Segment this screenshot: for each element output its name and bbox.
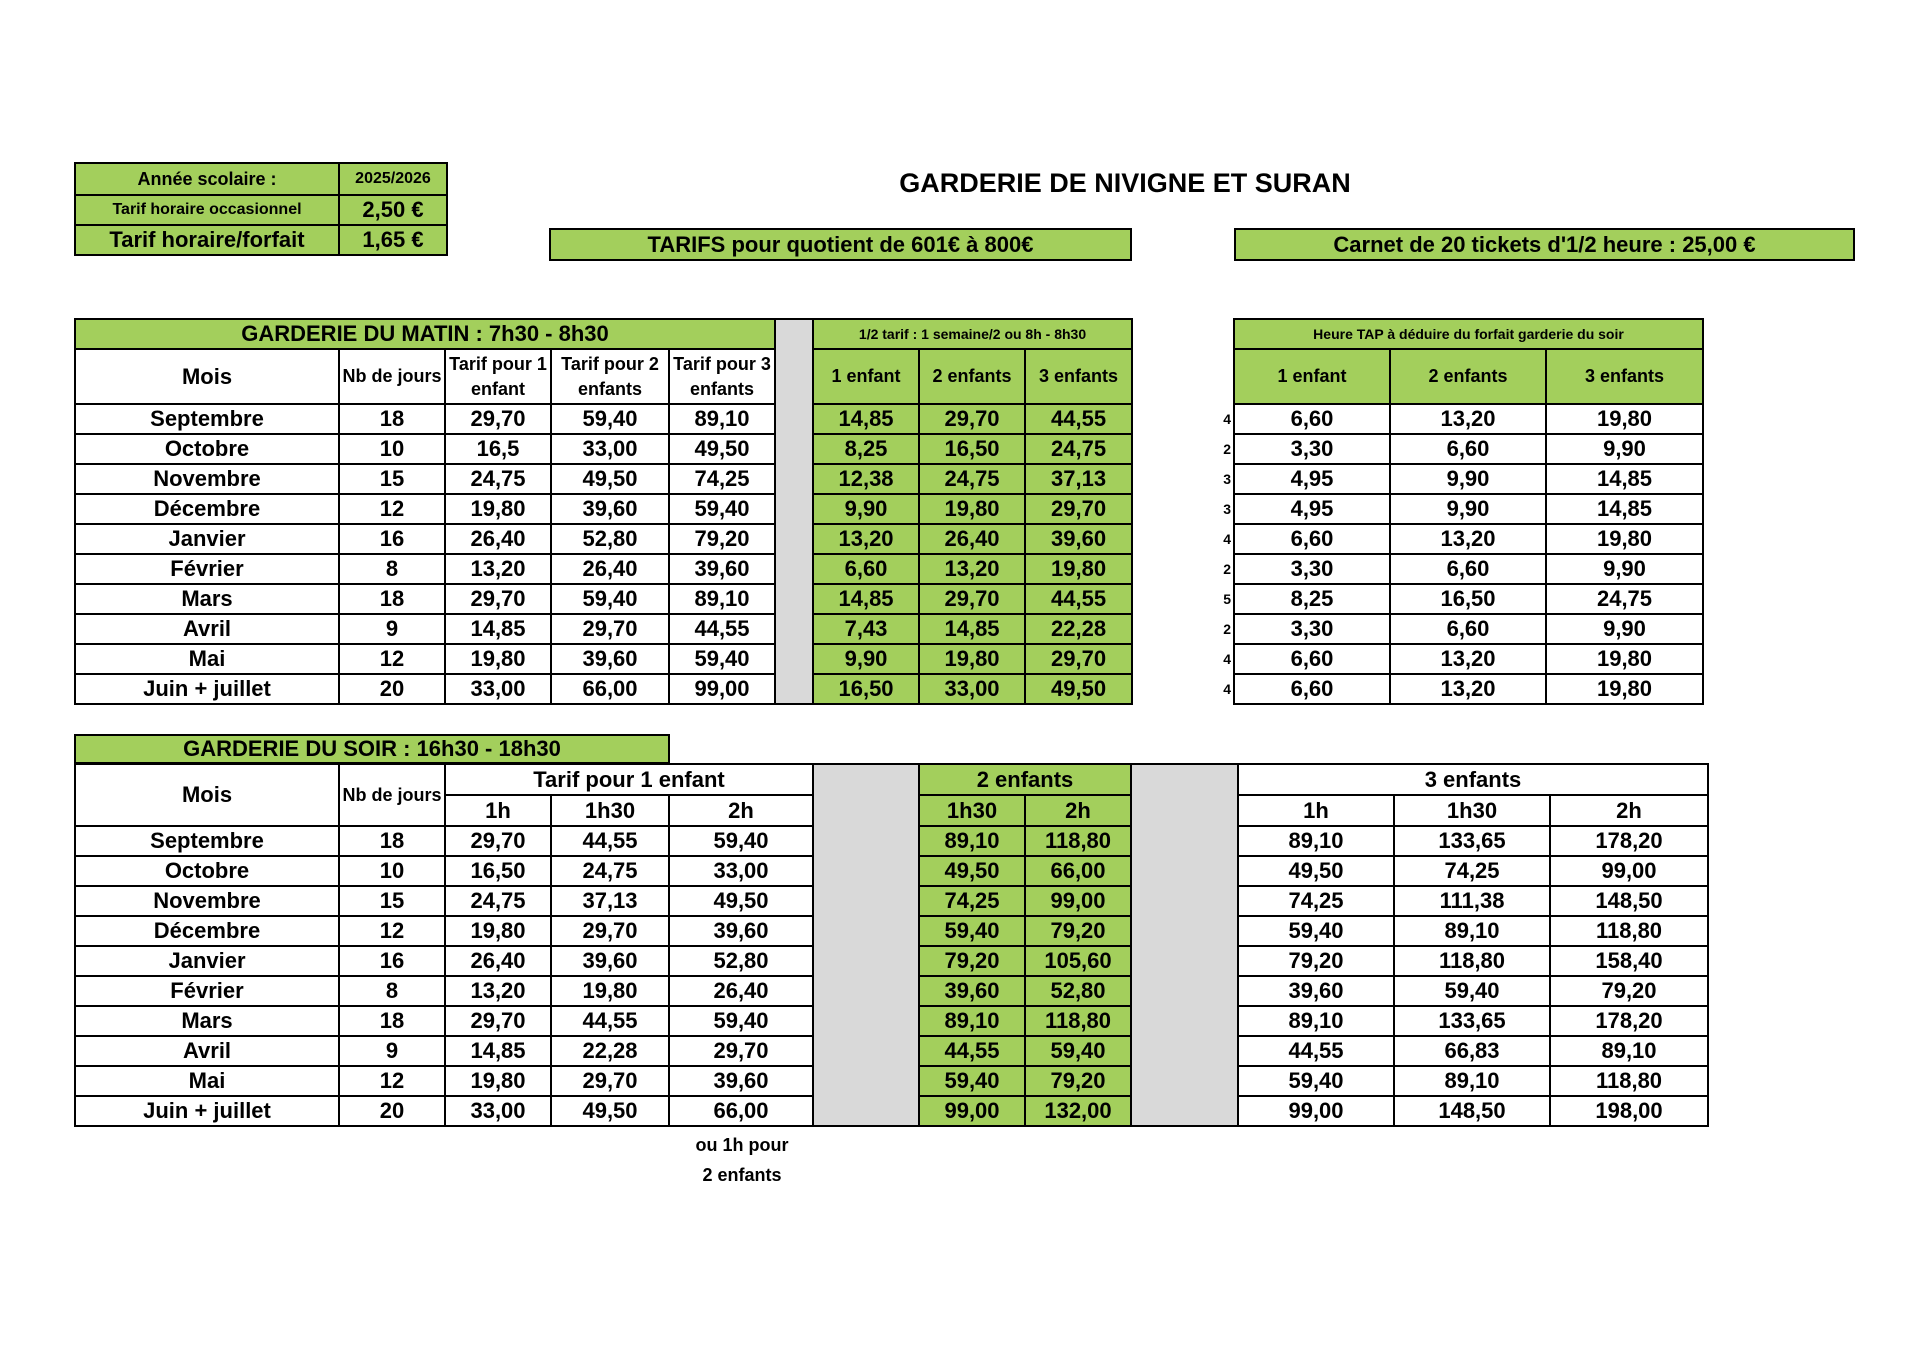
tap-2: 13,20 bbox=[1390, 644, 1546, 674]
matin-tarif-1: 24,75 bbox=[445, 464, 551, 494]
matin-month: Février bbox=[75, 554, 339, 584]
matin-half-1: 8,25 bbox=[813, 434, 919, 464]
matin-row bbox=[75, 464, 1132, 494]
soir-two-1h30: 59,40 bbox=[919, 916, 1025, 946]
tap-3: 19,80 bbox=[1546, 674, 1703, 704]
tap-2: 9,90 bbox=[1390, 494, 1546, 524]
soir-three-1h: 44,55 bbox=[1238, 1036, 1394, 1066]
matin-month: Janvier bbox=[75, 524, 339, 554]
soir-days: 16 bbox=[339, 946, 445, 976]
soir-one-1h30: 29,70 bbox=[551, 1066, 669, 1096]
matin-tarif-2: 26,40 bbox=[551, 554, 669, 584]
matin-row bbox=[75, 584, 1132, 614]
year-value: 2025/2026 bbox=[339, 163, 447, 195]
tap-row bbox=[1218, 614, 1703, 644]
matin-days: 9 bbox=[339, 614, 445, 644]
soir-two-1h30: 79,20 bbox=[919, 946, 1025, 976]
soir-one-1h30: 24,75 bbox=[551, 856, 669, 886]
soir-two-1h30: 89,10 bbox=[919, 1006, 1025, 1036]
matin-half-1: 14,85 bbox=[813, 404, 919, 434]
tap-col-3: 3 enfants bbox=[1546, 349, 1703, 404]
matin-month: Décembre bbox=[75, 494, 339, 524]
matin-col-t3: Tarif pour 3 enfants bbox=[669, 349, 775, 404]
matin-half-col-1: 1 enfant bbox=[813, 349, 919, 404]
tap-row bbox=[1218, 494, 1703, 524]
tap-hours: 2 bbox=[1223, 441, 1231, 457]
soir-three-1h30: 59,40 bbox=[1394, 976, 1550, 1006]
soir-three-2h: 99,00 bbox=[1550, 856, 1708, 886]
matin-half-2: 14,85 bbox=[919, 614, 1025, 644]
soir-month: Décembre bbox=[75, 916, 339, 946]
matin-half-3: 24,75 bbox=[1025, 434, 1132, 464]
matin-row bbox=[75, 434, 1132, 464]
matin-month: Octobre bbox=[75, 434, 339, 464]
tap-1: 6,60 bbox=[1234, 404, 1390, 434]
matin-half-3: 49,50 bbox=[1025, 674, 1132, 704]
soir-days: 18 bbox=[339, 1006, 445, 1036]
soir-three-1h30: 133,65 bbox=[1394, 1006, 1550, 1036]
soir-three-1h: 59,40 bbox=[1238, 1066, 1394, 1096]
tap-row bbox=[1218, 584, 1703, 614]
soir-three-1h30: 66,83 bbox=[1394, 1036, 1550, 1066]
tap-3: 14,85 bbox=[1546, 494, 1703, 524]
matin-tarif-3: 89,10 bbox=[669, 404, 775, 434]
soir-three-2h: 118,80 bbox=[1550, 916, 1708, 946]
matin-tarif-1: 26,40 bbox=[445, 524, 551, 554]
soir-one-2h: 52,80 bbox=[669, 946, 813, 976]
tap-col-2: 2 enfants bbox=[1390, 349, 1546, 404]
soir-three-1h30: 111,38 bbox=[1394, 886, 1550, 916]
soir-two-1h30: 44,55 bbox=[919, 1036, 1025, 1066]
soir-one-1h: 29,70 bbox=[445, 1006, 551, 1036]
soir-c-1h30: 1h30 bbox=[1394, 795, 1550, 826]
matin-half-2: 26,40 bbox=[919, 524, 1025, 554]
soir-month: Juin + juillet bbox=[75, 1096, 339, 1126]
matin-row bbox=[75, 494, 1132, 524]
matin-tarif-2: 66,00 bbox=[551, 674, 669, 704]
soir-three-1h: 89,10 bbox=[1238, 1006, 1394, 1036]
soir-three-2h: 178,20 bbox=[1550, 1006, 1708, 1036]
soir-one-1h: 19,80 bbox=[445, 916, 551, 946]
matin-tarif-3: 59,40 bbox=[669, 494, 775, 524]
soir-three-1h30: 133,65 bbox=[1394, 826, 1550, 856]
soir-two-1h30: 89,10 bbox=[919, 826, 1025, 856]
tap-2: 6,60 bbox=[1390, 554, 1546, 584]
matin-half-3: 39,60 bbox=[1025, 524, 1132, 554]
matin-half-1: 12,38 bbox=[813, 464, 919, 494]
soir-one-2h: 39,60 bbox=[669, 916, 813, 946]
tap-hours: 3 bbox=[1223, 501, 1231, 517]
matin-title: GARDERIE DU MATIN : 7h30 - 8h30 bbox=[75, 319, 775, 349]
matin-col-nb: Nb de jours bbox=[339, 349, 445, 404]
tap-hours: 4 bbox=[1223, 681, 1231, 697]
tap-table bbox=[1218, 318, 1704, 705]
tap-2: 13,20 bbox=[1390, 404, 1546, 434]
tap-1: 8,25 bbox=[1234, 584, 1390, 614]
matin-tarif-3: 44,55 bbox=[669, 614, 775, 644]
soir-two-2h: 59,40 bbox=[1025, 1036, 1131, 1066]
tap-2: 13,20 bbox=[1390, 524, 1546, 554]
soir-separator-1 bbox=[813, 764, 919, 1126]
tap-row bbox=[1218, 404, 1703, 434]
matin-half-1: 6,60 bbox=[813, 554, 919, 584]
tap-title: Heure TAP à déduire du forfait garderie du soir bbox=[1234, 319, 1703, 349]
matin-tarif-3: 39,60 bbox=[669, 554, 775, 584]
forfait-rate-value: 1,65 € bbox=[339, 225, 447, 255]
tap-hours: 2 bbox=[1223, 561, 1231, 577]
matin-tarif-2: 59,40 bbox=[551, 404, 669, 434]
soir-month: Février bbox=[75, 976, 339, 1006]
tap-row bbox=[1218, 674, 1703, 704]
soir-one-2h: 59,40 bbox=[669, 826, 813, 856]
matin-half-3: 37,13 bbox=[1025, 464, 1132, 494]
page-title: GARDERIE DE NIVIGNE ET SURAN bbox=[899, 167, 1351, 198]
soir-two-2h: 99,00 bbox=[1025, 886, 1131, 916]
matin-tarif-2: 39,60 bbox=[551, 494, 669, 524]
matin-half-3: 22,28 bbox=[1025, 614, 1132, 644]
matin-days: 18 bbox=[339, 404, 445, 434]
matin-days: 10 bbox=[339, 434, 445, 464]
tap-hours: 3 bbox=[1223, 471, 1231, 487]
matin-half-2: 29,70 bbox=[919, 584, 1025, 614]
matin-half-2: 33,00 bbox=[919, 674, 1025, 704]
matin-half-1: 9,90 bbox=[813, 644, 919, 674]
matin-tarif-1: 13,20 bbox=[445, 554, 551, 584]
soir-one-1h30: 44,55 bbox=[551, 1006, 669, 1036]
soir-a-1h30: 1h30 bbox=[551, 795, 669, 826]
soir-month: Novembre bbox=[75, 886, 339, 916]
soir-three-children-header: 3 enfants bbox=[1238, 764, 1708, 795]
matin-tarif-3: 74,25 bbox=[669, 464, 775, 494]
tap-1: 4,95 bbox=[1234, 464, 1390, 494]
matin-row bbox=[75, 614, 1132, 644]
matin-tarif-3: 89,10 bbox=[669, 584, 775, 614]
matin-half-3: 19,80 bbox=[1025, 554, 1132, 584]
matin-row bbox=[75, 524, 1132, 554]
tap-hours: 4 bbox=[1223, 531, 1231, 547]
tap-1: 3,30 bbox=[1234, 614, 1390, 644]
soir-one-1h30: 44,55 bbox=[551, 826, 669, 856]
soir-three-1h: 59,40 bbox=[1238, 916, 1394, 946]
soir-three-2h: 148,50 bbox=[1550, 886, 1708, 916]
soir-two-2h: 79,20 bbox=[1025, 1066, 1131, 1096]
tap-2: 6,60 bbox=[1390, 434, 1546, 464]
soir-one-1h: 13,20 bbox=[445, 976, 551, 1006]
matin-days: 15 bbox=[339, 464, 445, 494]
soir-two-2h: 105,60 bbox=[1025, 946, 1131, 976]
soir-three-1h: 39,60 bbox=[1238, 976, 1394, 1006]
matin-tarif-2: 39,60 bbox=[551, 644, 669, 674]
tap-2: 6,60 bbox=[1390, 614, 1546, 644]
soir-month: Mai bbox=[75, 1066, 339, 1096]
matin-tarif-3: 99,00 bbox=[669, 674, 775, 704]
soir-one-1h30: 29,70 bbox=[551, 916, 669, 946]
matin-tarif-1: 14,85 bbox=[445, 614, 551, 644]
matin-tarif-1: 19,80 bbox=[445, 644, 551, 674]
tap-1: 3,30 bbox=[1234, 434, 1390, 464]
tap-3: 19,80 bbox=[1546, 524, 1703, 554]
soir-one-1h30: 37,13 bbox=[551, 886, 669, 916]
soir-three-2h: 158,40 bbox=[1550, 946, 1708, 976]
matin-half-2: 19,80 bbox=[919, 644, 1025, 674]
soir-three-1h: 89,10 bbox=[1238, 826, 1394, 856]
soir-one-1h: 29,70 bbox=[445, 826, 551, 856]
matin-tarif-2: 33,00 bbox=[551, 434, 669, 464]
tap-1: 6,60 bbox=[1234, 524, 1390, 554]
soir-separator-2 bbox=[1131, 764, 1238, 1126]
soir-three-2h: 89,10 bbox=[1550, 1036, 1708, 1066]
soir-three-1h: 74,25 bbox=[1238, 886, 1394, 916]
tap-2: 9,90 bbox=[1390, 464, 1546, 494]
matin-half-2: 24,75 bbox=[919, 464, 1025, 494]
soir-one-1h30: 39,60 bbox=[551, 946, 669, 976]
soir-one-1h: 14,85 bbox=[445, 1036, 551, 1066]
soir-note-line2: 2 enfants bbox=[702, 1164, 782, 1185]
soir-b-2h: 2h bbox=[1025, 795, 1131, 826]
matin-tarif-2: 29,70 bbox=[551, 614, 669, 644]
soir-three-2h: 79,20 bbox=[1550, 976, 1708, 1006]
matin-tarif-2: 59,40 bbox=[551, 584, 669, 614]
matin-half-2: 13,20 bbox=[919, 554, 1025, 584]
school-year-info bbox=[74, 162, 448, 256]
tap-3: 24,75 bbox=[1546, 584, 1703, 614]
tap-hours: 4 bbox=[1223, 411, 1231, 427]
soir-one-2h: 33,00 bbox=[669, 856, 813, 886]
soir-days: 10 bbox=[339, 856, 445, 886]
forfait-rate-label: Tarif horaire/forfait bbox=[75, 225, 339, 255]
matin-half-3: 29,70 bbox=[1025, 494, 1132, 524]
soir-days: 8 bbox=[339, 976, 445, 1006]
soir-two-2h: 132,00 bbox=[1025, 1096, 1131, 1126]
matin-half-title: 1/2 tarif : 1 semaine/2 ou 8h - 8h30 bbox=[813, 319, 1132, 349]
soir-a-1h: 1h bbox=[445, 795, 551, 826]
soir-days: 18 bbox=[339, 826, 445, 856]
soir-three-1h30: 148,50 bbox=[1394, 1096, 1550, 1126]
matin-col-t2: Tarif pour 2 enfants bbox=[551, 349, 669, 404]
matin-half-2: 29,70 bbox=[919, 404, 1025, 434]
matin-half-1: 13,20 bbox=[813, 524, 919, 554]
soir-three-1h30: 118,80 bbox=[1394, 946, 1550, 976]
soir-a-2h: 2h bbox=[669, 795, 813, 826]
tap-1: 3,30 bbox=[1234, 554, 1390, 584]
soir-month: Avril bbox=[75, 1036, 339, 1066]
soir-two-2h: 118,80 bbox=[1025, 826, 1131, 856]
matin-month: Juin + juillet bbox=[75, 674, 339, 704]
matin-row bbox=[75, 404, 1132, 434]
soir-one-2h: 26,40 bbox=[669, 976, 813, 1006]
tap-1: 6,60 bbox=[1234, 674, 1390, 704]
matin-tarif-1: 29,70 bbox=[445, 584, 551, 614]
matin-half-3: 29,70 bbox=[1025, 644, 1132, 674]
soir-c-2h: 2h bbox=[1550, 795, 1708, 826]
year-label: Année scolaire : bbox=[75, 163, 339, 195]
matin-half-1: 14,85 bbox=[813, 584, 919, 614]
matin-table bbox=[74, 318, 1133, 705]
soir-two-children-header: 2 enfants bbox=[919, 764, 1131, 795]
tap-row bbox=[1218, 554, 1703, 584]
soir-three-1h30: 89,10 bbox=[1394, 916, 1550, 946]
soir-two-2h: 66,00 bbox=[1025, 856, 1131, 886]
matin-tarif-2: 49,50 bbox=[551, 464, 669, 494]
matin-separator bbox=[775, 319, 813, 704]
soir-one-1h30: 22,28 bbox=[551, 1036, 669, 1066]
matin-month: Novembre bbox=[75, 464, 339, 494]
soir-table bbox=[74, 763, 1709, 1127]
soir-month: Octobre bbox=[75, 856, 339, 886]
tap-3: 9,90 bbox=[1546, 614, 1703, 644]
soir-month: Janvier bbox=[75, 946, 339, 976]
matin-days: 12 bbox=[339, 644, 445, 674]
matin-col-mois: Mois bbox=[75, 349, 339, 404]
soir-month: Mars bbox=[75, 1006, 339, 1036]
matin-half-1: 7,43 bbox=[813, 614, 919, 644]
soir-two-1h30: 99,00 bbox=[919, 1096, 1025, 1126]
soir-three-1h: 79,20 bbox=[1238, 946, 1394, 976]
matin-tarif-1: 29,70 bbox=[445, 404, 551, 434]
soir-one-1h: 26,40 bbox=[445, 946, 551, 976]
soir-three-1h: 99,00 bbox=[1238, 1096, 1394, 1126]
soir-days: 12 bbox=[339, 916, 445, 946]
soir-one-1h: 19,80 bbox=[445, 1066, 551, 1096]
tap-3: 9,90 bbox=[1546, 554, 1703, 584]
tarifs-banner: TARIFS pour quotient de 601€ à 800€ bbox=[549, 228, 1132, 261]
soir-three-2h: 118,80 bbox=[1550, 1066, 1708, 1096]
soir-days: 15 bbox=[339, 886, 445, 916]
tap-row bbox=[1218, 464, 1703, 494]
soir-col-mois: Mois bbox=[75, 764, 339, 826]
soir-two-1h30: 59,40 bbox=[919, 1066, 1025, 1096]
matin-days: 16 bbox=[339, 524, 445, 554]
matin-half-2: 16,50 bbox=[919, 434, 1025, 464]
soir-three-1h30: 89,10 bbox=[1394, 1066, 1550, 1096]
soir-note-line1: ou 1h pour bbox=[695, 1134, 789, 1155]
soir-days: 20 bbox=[339, 1096, 445, 1126]
matin-row bbox=[75, 554, 1132, 584]
tap-1: 4,95 bbox=[1234, 494, 1390, 524]
soir-one-2h: 66,00 bbox=[669, 1096, 813, 1126]
soir-two-2h: 52,80 bbox=[1025, 976, 1131, 1006]
matin-half-1: 16,50 bbox=[813, 674, 919, 704]
soir-one-2h: 59,40 bbox=[669, 1006, 813, 1036]
soir-two-1h30: 39,60 bbox=[919, 976, 1025, 1006]
matin-month: Septembre bbox=[75, 404, 339, 434]
matin-tarif-3: 79,20 bbox=[669, 524, 775, 554]
matin-tarif-1: 16,5 bbox=[445, 434, 551, 464]
soir-two-1h30: 74,25 bbox=[919, 886, 1025, 916]
tap-row bbox=[1218, 524, 1703, 554]
tap-row bbox=[1218, 644, 1703, 674]
matin-days: 18 bbox=[339, 584, 445, 614]
tap-3: 19,80 bbox=[1546, 404, 1703, 434]
occasional-rate-label: Tarif horaire occasionnel bbox=[75, 195, 339, 225]
soir-two-2h: 118,80 bbox=[1025, 1006, 1131, 1036]
matin-tarif-1: 33,00 bbox=[445, 674, 551, 704]
matin-half-col-3: 3 enfants bbox=[1025, 349, 1132, 404]
occasional-rate-value: 2,50 € bbox=[339, 195, 447, 225]
matin-half-3: 44,55 bbox=[1025, 584, 1132, 614]
soir-days: 9 bbox=[339, 1036, 445, 1066]
soir-c-1h: 1h bbox=[1238, 795, 1394, 826]
tap-1: 6,60 bbox=[1234, 644, 1390, 674]
matin-half-2: 19,80 bbox=[919, 494, 1025, 524]
tap-hours: 5 bbox=[1223, 591, 1231, 607]
soir-b-1h30: 1h30 bbox=[919, 795, 1025, 826]
tap-2: 16,50 bbox=[1390, 584, 1546, 614]
matin-month: Mai bbox=[75, 644, 339, 674]
matin-month: Mars bbox=[75, 584, 339, 614]
tap-hours: 4 bbox=[1223, 651, 1231, 667]
matin-row bbox=[75, 674, 1132, 704]
soir-days: 12 bbox=[339, 1066, 445, 1096]
tap-col-1: 1 enfant bbox=[1234, 349, 1390, 404]
tap-hours: 2 bbox=[1223, 621, 1231, 637]
matin-days: 20 bbox=[339, 674, 445, 704]
soir-col-nb: Nb de jours bbox=[339, 764, 445, 826]
soir-one-1h: 33,00 bbox=[445, 1096, 551, 1126]
matin-half-1: 9,90 bbox=[813, 494, 919, 524]
soir-one-2h: 29,70 bbox=[669, 1036, 813, 1066]
matin-days: 12 bbox=[339, 494, 445, 524]
soir-title: GARDERIE DU SOIR : 16h30 - 18h30 bbox=[74, 734, 670, 764]
tap-row bbox=[1218, 434, 1703, 464]
matin-tarif-1: 19,80 bbox=[445, 494, 551, 524]
tap-3: 14,85 bbox=[1546, 464, 1703, 494]
soir-one-1h30: 19,80 bbox=[551, 976, 669, 1006]
soir-two-1h30: 49,50 bbox=[919, 856, 1025, 886]
soir-three-2h: 178,20 bbox=[1550, 826, 1708, 856]
soir-one-1h: 16,50 bbox=[445, 856, 551, 886]
soir-one-child-header: Tarif pour 1 enfant bbox=[445, 764, 813, 795]
matin-col-t1: Tarif pour 1 enfant bbox=[445, 349, 551, 404]
soir-three-1h30: 74,25 bbox=[1394, 856, 1550, 886]
matin-tarif-2: 52,80 bbox=[551, 524, 669, 554]
soir-three-2h: 198,00 bbox=[1550, 1096, 1708, 1126]
soir-three-1h: 49,50 bbox=[1238, 856, 1394, 886]
carnet-banner: Carnet de 20 tickets d'1/2 heure : 25,00 € bbox=[1234, 228, 1855, 261]
matin-days: 8 bbox=[339, 554, 445, 584]
matin-half-col-2: 2 enfants bbox=[919, 349, 1025, 404]
soir-one-1h30: 49,50 bbox=[551, 1096, 669, 1126]
tap-3: 19,80 bbox=[1546, 644, 1703, 674]
soir-one-2h: 39,60 bbox=[669, 1066, 813, 1096]
soir-two-2h: 79,20 bbox=[1025, 916, 1131, 946]
soir-month: Septembre bbox=[75, 826, 339, 856]
matin-tarif-3: 49,50 bbox=[669, 434, 775, 464]
matin-tarif-3: 59,40 bbox=[669, 644, 775, 674]
matin-row bbox=[75, 644, 1132, 674]
tap-2: 13,20 bbox=[1390, 674, 1546, 704]
tap-3: 9,90 bbox=[1546, 434, 1703, 464]
soir-one-1h: 24,75 bbox=[445, 886, 551, 916]
matin-half-3: 44,55 bbox=[1025, 404, 1132, 434]
soir-one-2h: 49,50 bbox=[669, 886, 813, 916]
matin-month: Avril bbox=[75, 614, 339, 644]
